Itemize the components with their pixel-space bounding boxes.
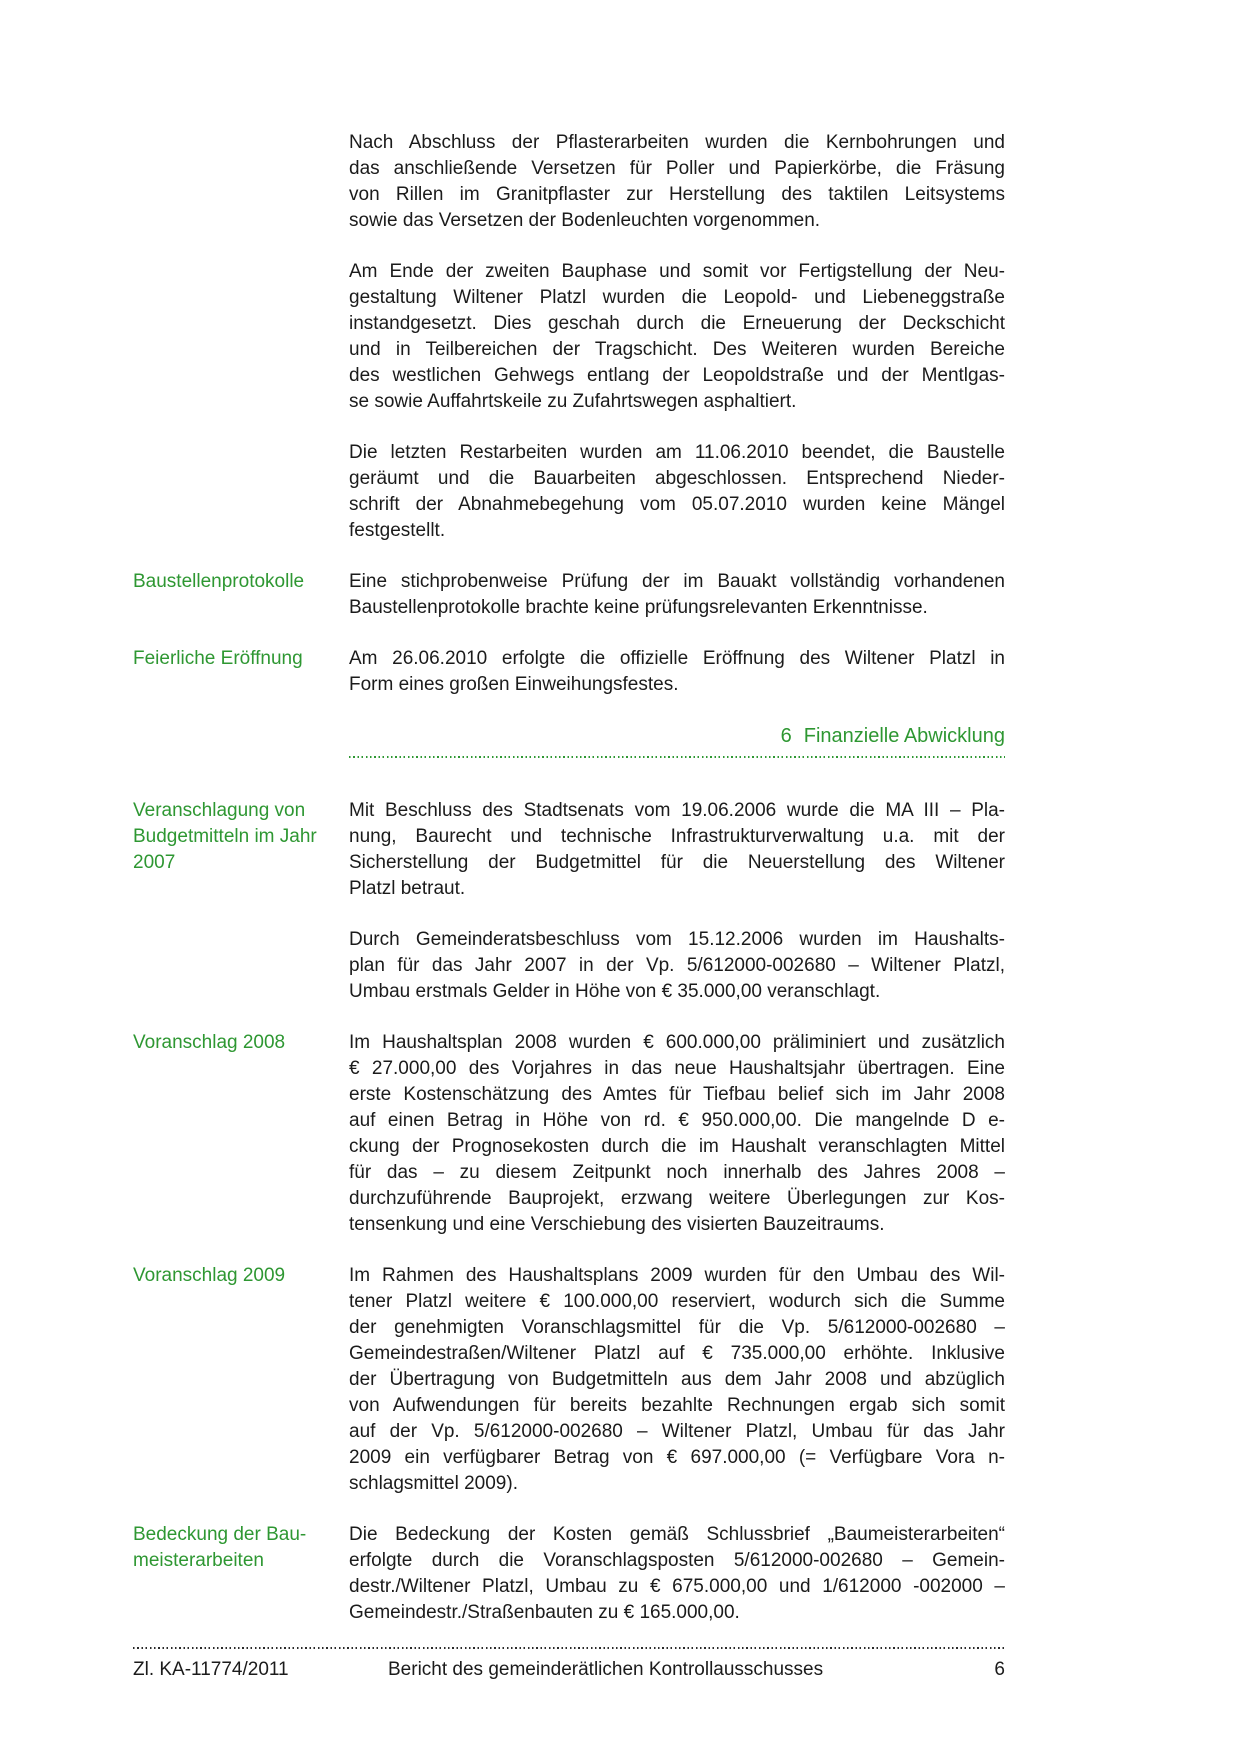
text-line: erste Kostenschätzung des Amtes für Tiefbau belief sich im Jahr 2008 bbox=[349, 1084, 1005, 1105]
text-line: tener Platzl weitere € 100.000,00 reserviert, wodurch sich die Summe bbox=[349, 1291, 1005, 1312]
margin-label bbox=[133, 646, 349, 698]
text-line: se sowie Auffahrtskeile zu Zufahrtswegen asphaltiert. bbox=[349, 391, 797, 412]
text-line: von Rillen im Granitpflaster zur Herstellung des taktilen Leitsystems bbox=[349, 184, 1005, 205]
text-line: das anschließende Versetzen für Poller und Papierkörbe, die Fräsung bbox=[349, 158, 1005, 179]
margin-label-line: Budgetmitteln im Jahr bbox=[133, 826, 317, 847]
text-line: erfolgte durch die Voranschlagsposten 5/612000-002680 – Gemein- bbox=[349, 1550, 1005, 1571]
text-line: destr./Wiltener Platzl, Umbau zu € 675.000,00 und 1/612000 -002000 – bbox=[349, 1576, 1005, 1597]
margin-label-line: Voranschlag 2008 bbox=[133, 1032, 286, 1053]
margin-label-line: Feierliche Eröffnung bbox=[133, 648, 303, 669]
text-line: Gemeindestr./Straßenbauten zu € 165.000,00. bbox=[349, 1602, 740, 1623]
text-line: und in Teilbereichen der Tragschicht. Des Weiteren wurden Bereiche bbox=[349, 339, 1005, 360]
text-line: Sicherstellung der Budgetmittel für die Neuerstellung des Wiltener bbox=[349, 852, 1005, 873]
text-line: Im Haushaltsplan 2008 wurden € 600.000,00 präliminiert und zusätzlich bbox=[349, 1032, 1005, 1053]
text-line: Baustellenprotokolle brachte keine prüfungsrelevanten Erkenntnisse. bbox=[349, 597, 928, 618]
text-line: Durch Gemeinderatsbeschluss vom 15.12.2006 wurden im Haushalts- bbox=[349, 929, 1005, 950]
text-line: Die letzten Restarbeiten wurden am 11.06.2010 beendet, die Baustelle bbox=[349, 442, 1005, 463]
heading-text bbox=[349, 723, 1005, 749]
text-line: sowie das Versetzen der Bodenleuchten vorgenommen. bbox=[349, 210, 821, 231]
section-finanzielle-abwicklung bbox=[133, 723, 1005, 758]
text-line: von Aufwendungen für bereits bezahlte Rechnungen ergab sich somit bbox=[349, 1395, 1005, 1416]
footer-reference: Zl. KA-11774/2011 bbox=[133, 1659, 289, 1680]
text-line: Im Rahmen des Haushaltsplans 2009 wurden für den Umbau des Wil- bbox=[349, 1265, 1005, 1286]
section-restarbeiten bbox=[133, 440, 1005, 544]
margin-label-line: Baustellenprotokolle bbox=[133, 571, 305, 592]
text-line: des westlichen Gehwegs entlang der Leopoldstraße und der Mentlgas- bbox=[349, 365, 1005, 386]
text-line: geräumt und die Bauarbeiten abgeschlossen. Entsprechend Nieder- bbox=[349, 468, 1005, 489]
text-line: tensenkung und eine Verschiebung des visierten Bauzeitraums. bbox=[349, 1214, 885, 1235]
text-line: Form eines großen Einweihungsfestes. bbox=[349, 674, 679, 695]
text-line: auf einen Betrag in Höhe von rd. € 950.000,00. Die mangelnde D e- bbox=[349, 1110, 1005, 1131]
paragraph bbox=[349, 646, 1005, 698]
footer-title: Bericht des gemeinderätlichen Kontrollausschusses bbox=[388, 1659, 824, 1680]
margin-label-line: 2007 bbox=[133, 852, 176, 873]
section-gemeinderatsbeschluss-2006 bbox=[133, 927, 1005, 1005]
text-line: nung, Baurecht und technische Infrastrukturverwaltung u.a. mit der bbox=[349, 826, 1005, 847]
section-bedeckung-baumeisterarbeiten bbox=[133, 1522, 1005, 1626]
margin-label bbox=[133, 798, 349, 902]
text-line: ckung der Prognosekosten durch die im Haushalt veranschlagten Mittel bbox=[349, 1136, 1005, 1157]
section-baustellenprotokolle bbox=[133, 569, 1005, 621]
text-line: Gemeindestraßen/Wiltener Platzl auf € 735.000,00 erhöhte. Inklusive bbox=[349, 1343, 1005, 1364]
margin-label-line: Veranschlagung von bbox=[133, 800, 306, 821]
margin-label bbox=[133, 259, 349, 415]
paragraph bbox=[349, 798, 1005, 902]
text-line: Umbau erstmals Gelder in Höhe von € 35.000,00 veranschlagt. bbox=[349, 981, 881, 1002]
text-line: gestaltung Wiltener Platzl wurden die Leopold- und Liebeneggstraße bbox=[349, 287, 1005, 308]
text-line: Platzl betraut. bbox=[349, 878, 466, 899]
margin-label bbox=[133, 1030, 349, 1238]
text-line: Mit Beschluss des Stadtsenats vom 19.06.2006 wurde die MA III – Pla- bbox=[349, 800, 1005, 821]
paragraph bbox=[349, 1522, 1005, 1626]
text-line: für das – zu diesem Zeitpunkt noch innerhalb des Jahres 2008 – bbox=[349, 1162, 1005, 1183]
section-heading bbox=[349, 723, 1005, 758]
margin-label bbox=[133, 1522, 349, 1626]
margin-label bbox=[133, 440, 349, 544]
paragraph bbox=[349, 1263, 1005, 1497]
text-line: Am Ende der zweiten Bauphase und somit vor Fertigstellung der Neu- bbox=[349, 261, 1005, 282]
text-line: € 27.000,00 des Vorjahres in das neue Haushaltsjahr übertragen. Eine bbox=[349, 1058, 1005, 1079]
section-feierliche-eroeffnung bbox=[133, 646, 1005, 698]
margin-label bbox=[133, 927, 349, 1005]
paragraph bbox=[349, 440, 1005, 544]
text-line: auf der Vp. 5/612000-002680 – Wiltener Platzl, Umbau für das Jahr bbox=[349, 1421, 1005, 1442]
paragraph bbox=[349, 259, 1005, 415]
text-line: festgestellt. bbox=[349, 520, 446, 541]
heading-number: 6 bbox=[780, 725, 792, 747]
section-zweite-bauphase bbox=[133, 259, 1005, 415]
text-line: Am 26.06.2010 erfolgte die offizielle Eröffnung des Wiltener Platzl in bbox=[349, 648, 1005, 669]
text-line: schlagsmittel 2009). bbox=[349, 1473, 518, 1494]
text-line: Eine stichprobenweise Prüfung der im Bauakt vollständig vorhandenen bbox=[349, 571, 1005, 592]
heading-dotted-rule bbox=[349, 756, 1005, 758]
paragraph bbox=[349, 927, 1005, 1005]
section-voranschlag-2008 bbox=[133, 1030, 1005, 1238]
margin-label bbox=[133, 1263, 349, 1497]
margin-label-line: Bedeckung der Bau- bbox=[133, 1524, 307, 1545]
footer-page-number: 6 bbox=[994, 1659, 1005, 1680]
text-line: instandgesetzt. Dies geschah durch die Erneuerung der Deckschicht bbox=[349, 313, 1005, 334]
margin-label bbox=[133, 723, 349, 758]
text-line: Die Bedeckung der Kosten gemäß Schlussbrief „Baumeisterarbeiten“ bbox=[349, 1524, 1005, 1545]
text-line: 2009 ein verfügbarer Betrag von € 697.000,00 (= Verfügbare Vora n- bbox=[349, 1447, 1005, 1468]
paragraph bbox=[349, 130, 1005, 234]
text-line: der Übertragung von Budgetmitteln aus dem Jahr 2008 und abzüglich bbox=[349, 1369, 1005, 1390]
margin-label-line: Voranschlag 2009 bbox=[133, 1265, 286, 1286]
section-veranschlagung-budgetmittel-2007 bbox=[133, 798, 1005, 902]
page-footer bbox=[133, 1647, 1005, 1682]
text-line: der genehmigten Voranschlagsmittel für die Vp. 5/612000-002680 – bbox=[349, 1317, 1005, 1338]
heading-title: Finanzielle Abwicklung bbox=[803, 725, 1005, 747]
paragraph bbox=[349, 569, 1005, 621]
text-line: plan für das Jahr 2007 in der Vp. 5/612000-002680 – Wiltener Platzl, bbox=[349, 955, 1005, 976]
document-sections bbox=[133, 130, 1005, 1651]
section-pflasterarbeiten bbox=[133, 130, 1005, 234]
text-line: durchzuführende Bauprojekt, erzwang weitere Überlegungen zur Kos- bbox=[349, 1188, 1005, 1209]
paragraph bbox=[349, 1030, 1005, 1238]
footer-row bbox=[133, 1649, 1005, 1682]
section-voranschlag-2009 bbox=[133, 1263, 1005, 1497]
text-line: schrift der Abnahmebegehung vom 05.07.2010 wurden keine Mängel bbox=[349, 494, 1005, 515]
text-line: Nach Abschluss der Pflasterarbeiten wurden die Kernbohrungen und bbox=[349, 132, 1005, 153]
margin-label bbox=[133, 569, 349, 621]
margin-label bbox=[133, 130, 349, 234]
margin-label-line: meisterarbeiten bbox=[133, 1550, 264, 1571]
